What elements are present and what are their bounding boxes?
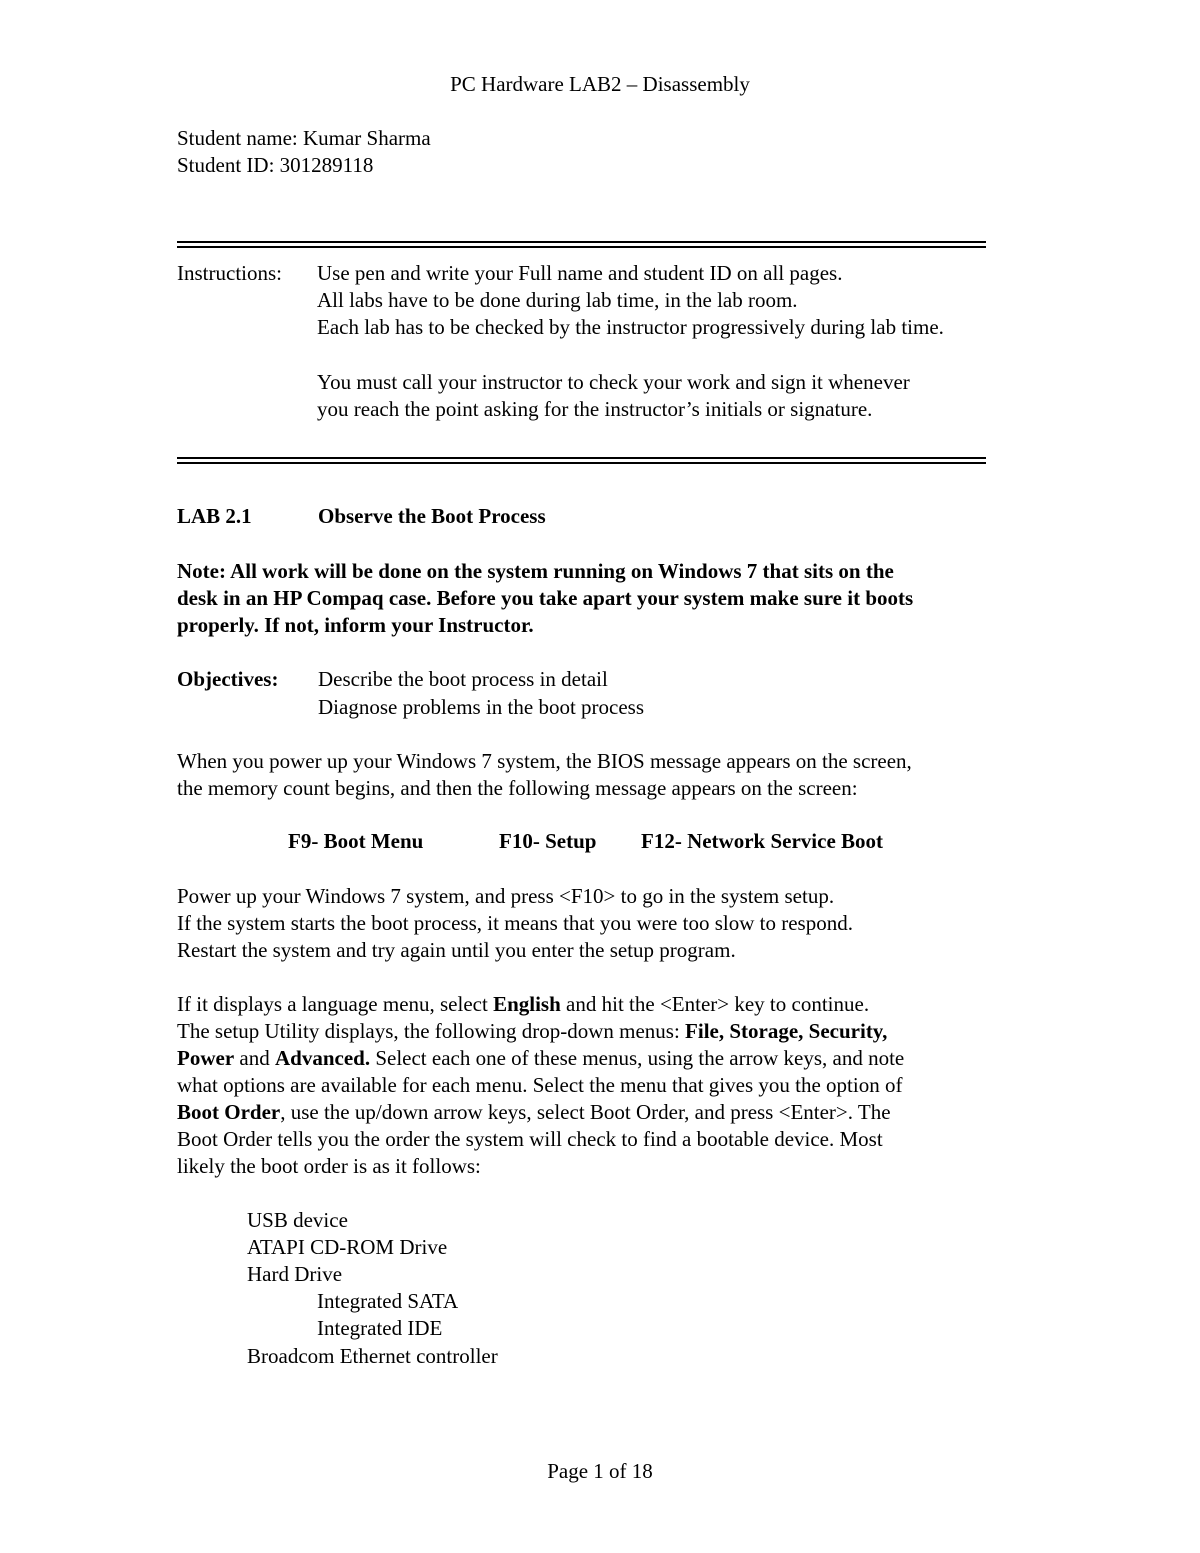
instruction-line: Each lab has to be checked by the instructor progressively during lab time. [317,315,944,339]
boot-order-subitem: Integrated SATA [317,1289,459,1313]
setup-line: If the system starts the boot process, it means that you were too slow to respond. [177,911,853,935]
boot-order-item: Hard Drive [247,1262,343,1286]
menu-para-line: Power and Advanced. Select each one of these menus, using the arrow keys, and note [177,1046,905,1070]
menu-para-line: Boot Order, use the up/down arrow keys, select Boot Order, and press <Enter>. The [177,1100,891,1124]
objectives-label: Objectives: [177,667,279,691]
menu-para-line: The setup Utility displays, the following drop-down menus: File, Storage, Security, [177,1019,888,1043]
setup-line: Restart the system and try again until you enter the setup program. [177,938,736,962]
page-header-title: PC Hardware LAB2 – Disassembly [450,72,750,96]
boot-order-item: USB device [247,1208,348,1232]
divider-top-2 [177,246,986,248]
menu-names: File, Storage, Security, [685,1019,888,1043]
lab-number: LAB 2.1 [177,504,252,528]
boot-key-f12: F12- Network Service Boot [641,829,884,853]
divider-bottom-1 [177,457,986,459]
boot-order-item: Broadcom Ethernet controller [247,1344,498,1368]
note-line: desk in an HP Compaq case. Before you take apart your system make sure it boots [177,586,914,610]
lab-title: Observe the Boot Process [318,504,546,528]
menu-para-line: what options are available for each menu. Select the menu that gives you the option of [177,1073,903,1097]
instruction-line: You must call your instructor to check your work and sign it whenever [317,370,910,394]
student-name: Student name: Kumar Sharma [177,126,431,150]
menu-para-line: likely the boot order is as it follows: [177,1154,481,1178]
divider-bottom-2 [177,462,986,464]
menu-para-line: Boot Order tells you the order the system will check to find a bootable device. Most [177,1127,883,1151]
boot-order-item: ATAPI CD-ROM Drive [247,1235,448,1259]
objective-item: Describe the boot process in detail [318,667,608,691]
instructions-label: Instructions: [177,261,282,285]
note-line: Note: All work will be done on the system running on Windows 7 that sits on the [177,559,894,583]
page-number: Page 1 of 18 [547,1459,653,1483]
instruction-line: All labs have to be done during lab time, in the lab room. [317,288,798,312]
instruction-line: Use pen and write your Full name and student ID on all pages. [317,261,843,285]
english-option: English [493,992,561,1016]
divider-top-1 [177,241,986,243]
objective-item: Diagnose problems in the boot process [318,695,645,719]
setup-line: Power up your Windows 7 system, and press <F10> to go in the system setup. [177,884,835,908]
intro-line: the memory count begins, and then the following message appears on the screen: [177,776,858,800]
boot-order-subitem: Integrated IDE [317,1316,443,1340]
boot-key-f10: F10- Setup [499,829,597,853]
student-id: Student ID: 301289118 [177,153,374,177]
boot-order-term: Boot Order [177,1100,281,1124]
instruction-line: you reach the point asking for the instructor’s initials or signature. [317,397,873,421]
boot-key-f9: F9- Boot Menu [288,829,424,853]
note-line: properly. If not, inform your Instructor. [177,613,534,637]
menu-para-line: If it displays a language menu, select English and hit the <Enter> key to continue. [177,992,870,1016]
intro-line: When you power up your Windows 7 system, the BIOS message appears on the screen, [177,749,912,773]
